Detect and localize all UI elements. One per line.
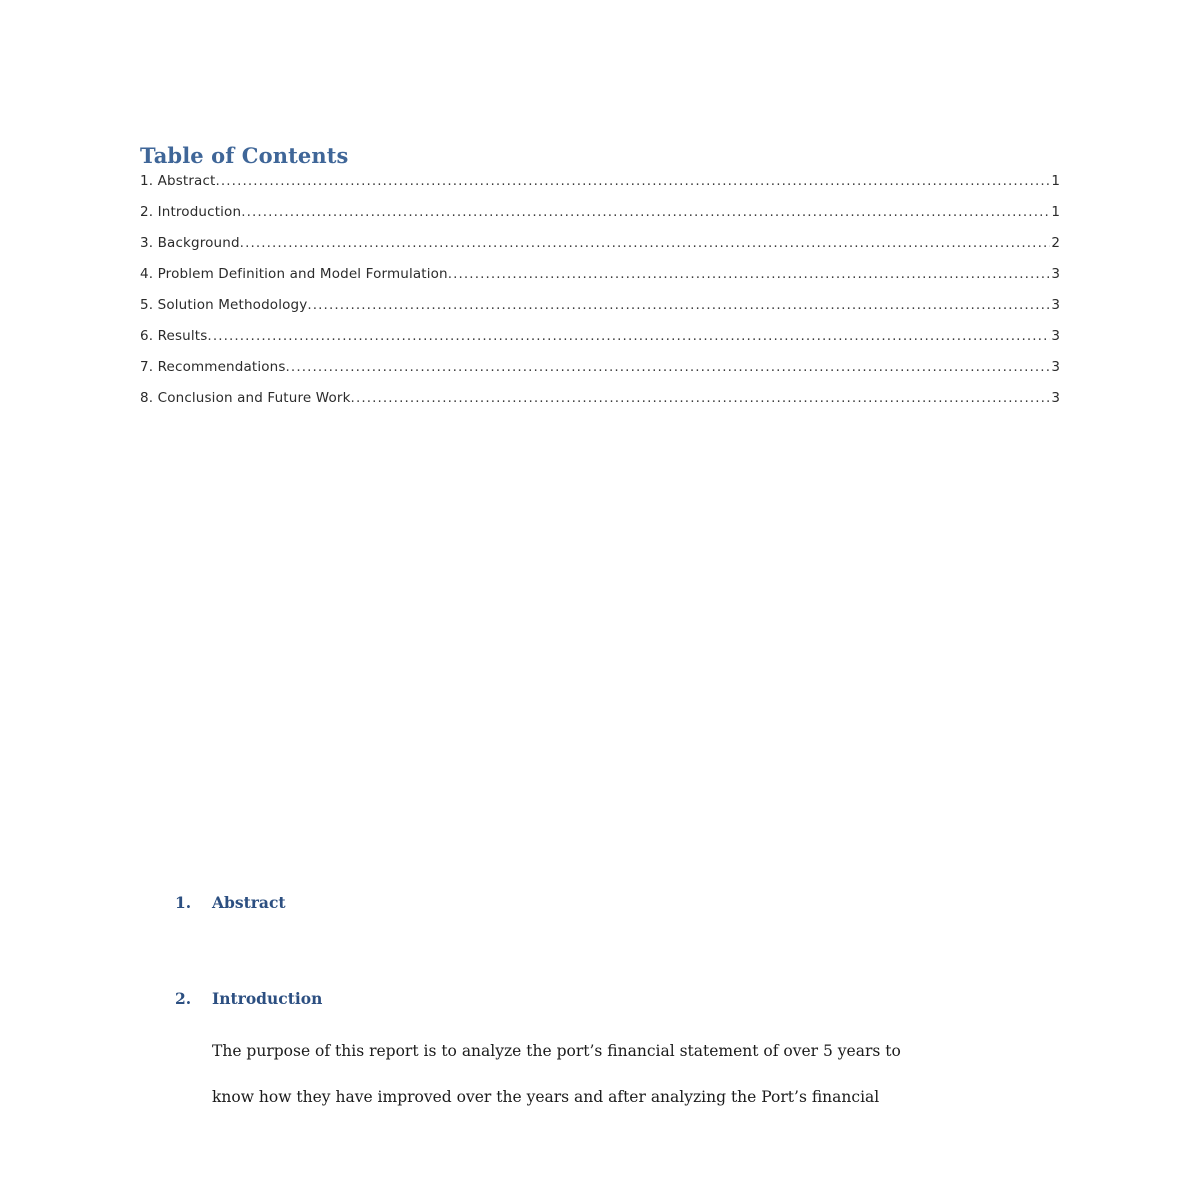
toc-dot-leader	[216, 173, 1051, 187]
toc-dot-leader	[286, 359, 1051, 373]
section-number: 1.	[175, 893, 192, 912]
toc-entry-recommendations[interactable]	[140, 359, 1060, 390]
toc-dot-leader	[241, 204, 1050, 218]
section-heading-introduction	[175, 989, 1055, 1008]
toc-entry-label: 7. Recommendations	[140, 359, 286, 375]
toc-entry-results[interactable]	[140, 328, 1060, 359]
toc-entry-page-number: 3	[1051, 297, 1060, 313]
toc-dot-leader	[240, 235, 1051, 249]
toc-entry-page-number: 1	[1051, 173, 1060, 189]
toc-entry-page-number: 3	[1051, 328, 1060, 344]
section-title: Introduction	[212, 989, 323, 1008]
toc-entry-page-number: 2	[1051, 235, 1060, 251]
section-spacer	[175, 912, 1055, 989]
toc-dot-leader	[207, 328, 1050, 342]
toc-entry-label: 5. Solution Methodology	[140, 297, 308, 313]
toc-entry-label: 6. Results	[140, 328, 208, 344]
toc-entry-abstract[interactable]	[140, 173, 1060, 204]
section-title: Abstract	[212, 893, 286, 912]
section-body-introduction	[212, 1028, 1042, 1120]
toc-dot-leader	[351, 390, 1051, 404]
section-number: 2.	[175, 989, 192, 1008]
toc-entry-label: 8. Conclusion and Future Work	[140, 390, 351, 406]
toc-entry-page-number: 3	[1051, 266, 1060, 282]
toc-entry-label: 2. Introduction	[140, 204, 242, 220]
toc-entry-solution-methodology[interactable]	[140, 297, 1060, 328]
toc-entry-page-number: 3	[1051, 359, 1060, 375]
toc-entry-label: 1. Abstract	[140, 173, 216, 189]
toc-entry-background[interactable]	[140, 235, 1060, 266]
toc-entry-label: 3. Background	[140, 235, 240, 251]
section-heading-abstract	[175, 893, 1055, 912]
toc-entry-label: 4. Problem Definition and Model Formulation	[140, 266, 448, 282]
body-paragraph-line: know how they have improved over the years and after analyzing the Port’s financial	[212, 1088, 880, 1106]
toc-entry-page-number: 1	[1051, 204, 1060, 220]
toc-entry-problem-definition-and-model-formulation[interactable]	[140, 266, 1060, 297]
toc-entry-conclusion-and-future-work[interactable]	[140, 390, 1060, 421]
table-of-contents-list	[140, 173, 1060, 421]
toc-entry-introduction[interactable]	[140, 204, 1060, 235]
table-of-contents	[140, 143, 1060, 421]
document-sections	[175, 893, 1055, 1120]
toc-entry-page-number: 3	[1051, 390, 1060, 406]
toc-dot-leader	[448, 266, 1051, 280]
body-paragraph-line: The purpose of this report is to analyze the port’s financial statement of over 5 years to	[212, 1042, 901, 1060]
table-of-contents-heading: Table of Contents	[140, 143, 349, 168]
toc-dot-leader	[307, 297, 1050, 311]
